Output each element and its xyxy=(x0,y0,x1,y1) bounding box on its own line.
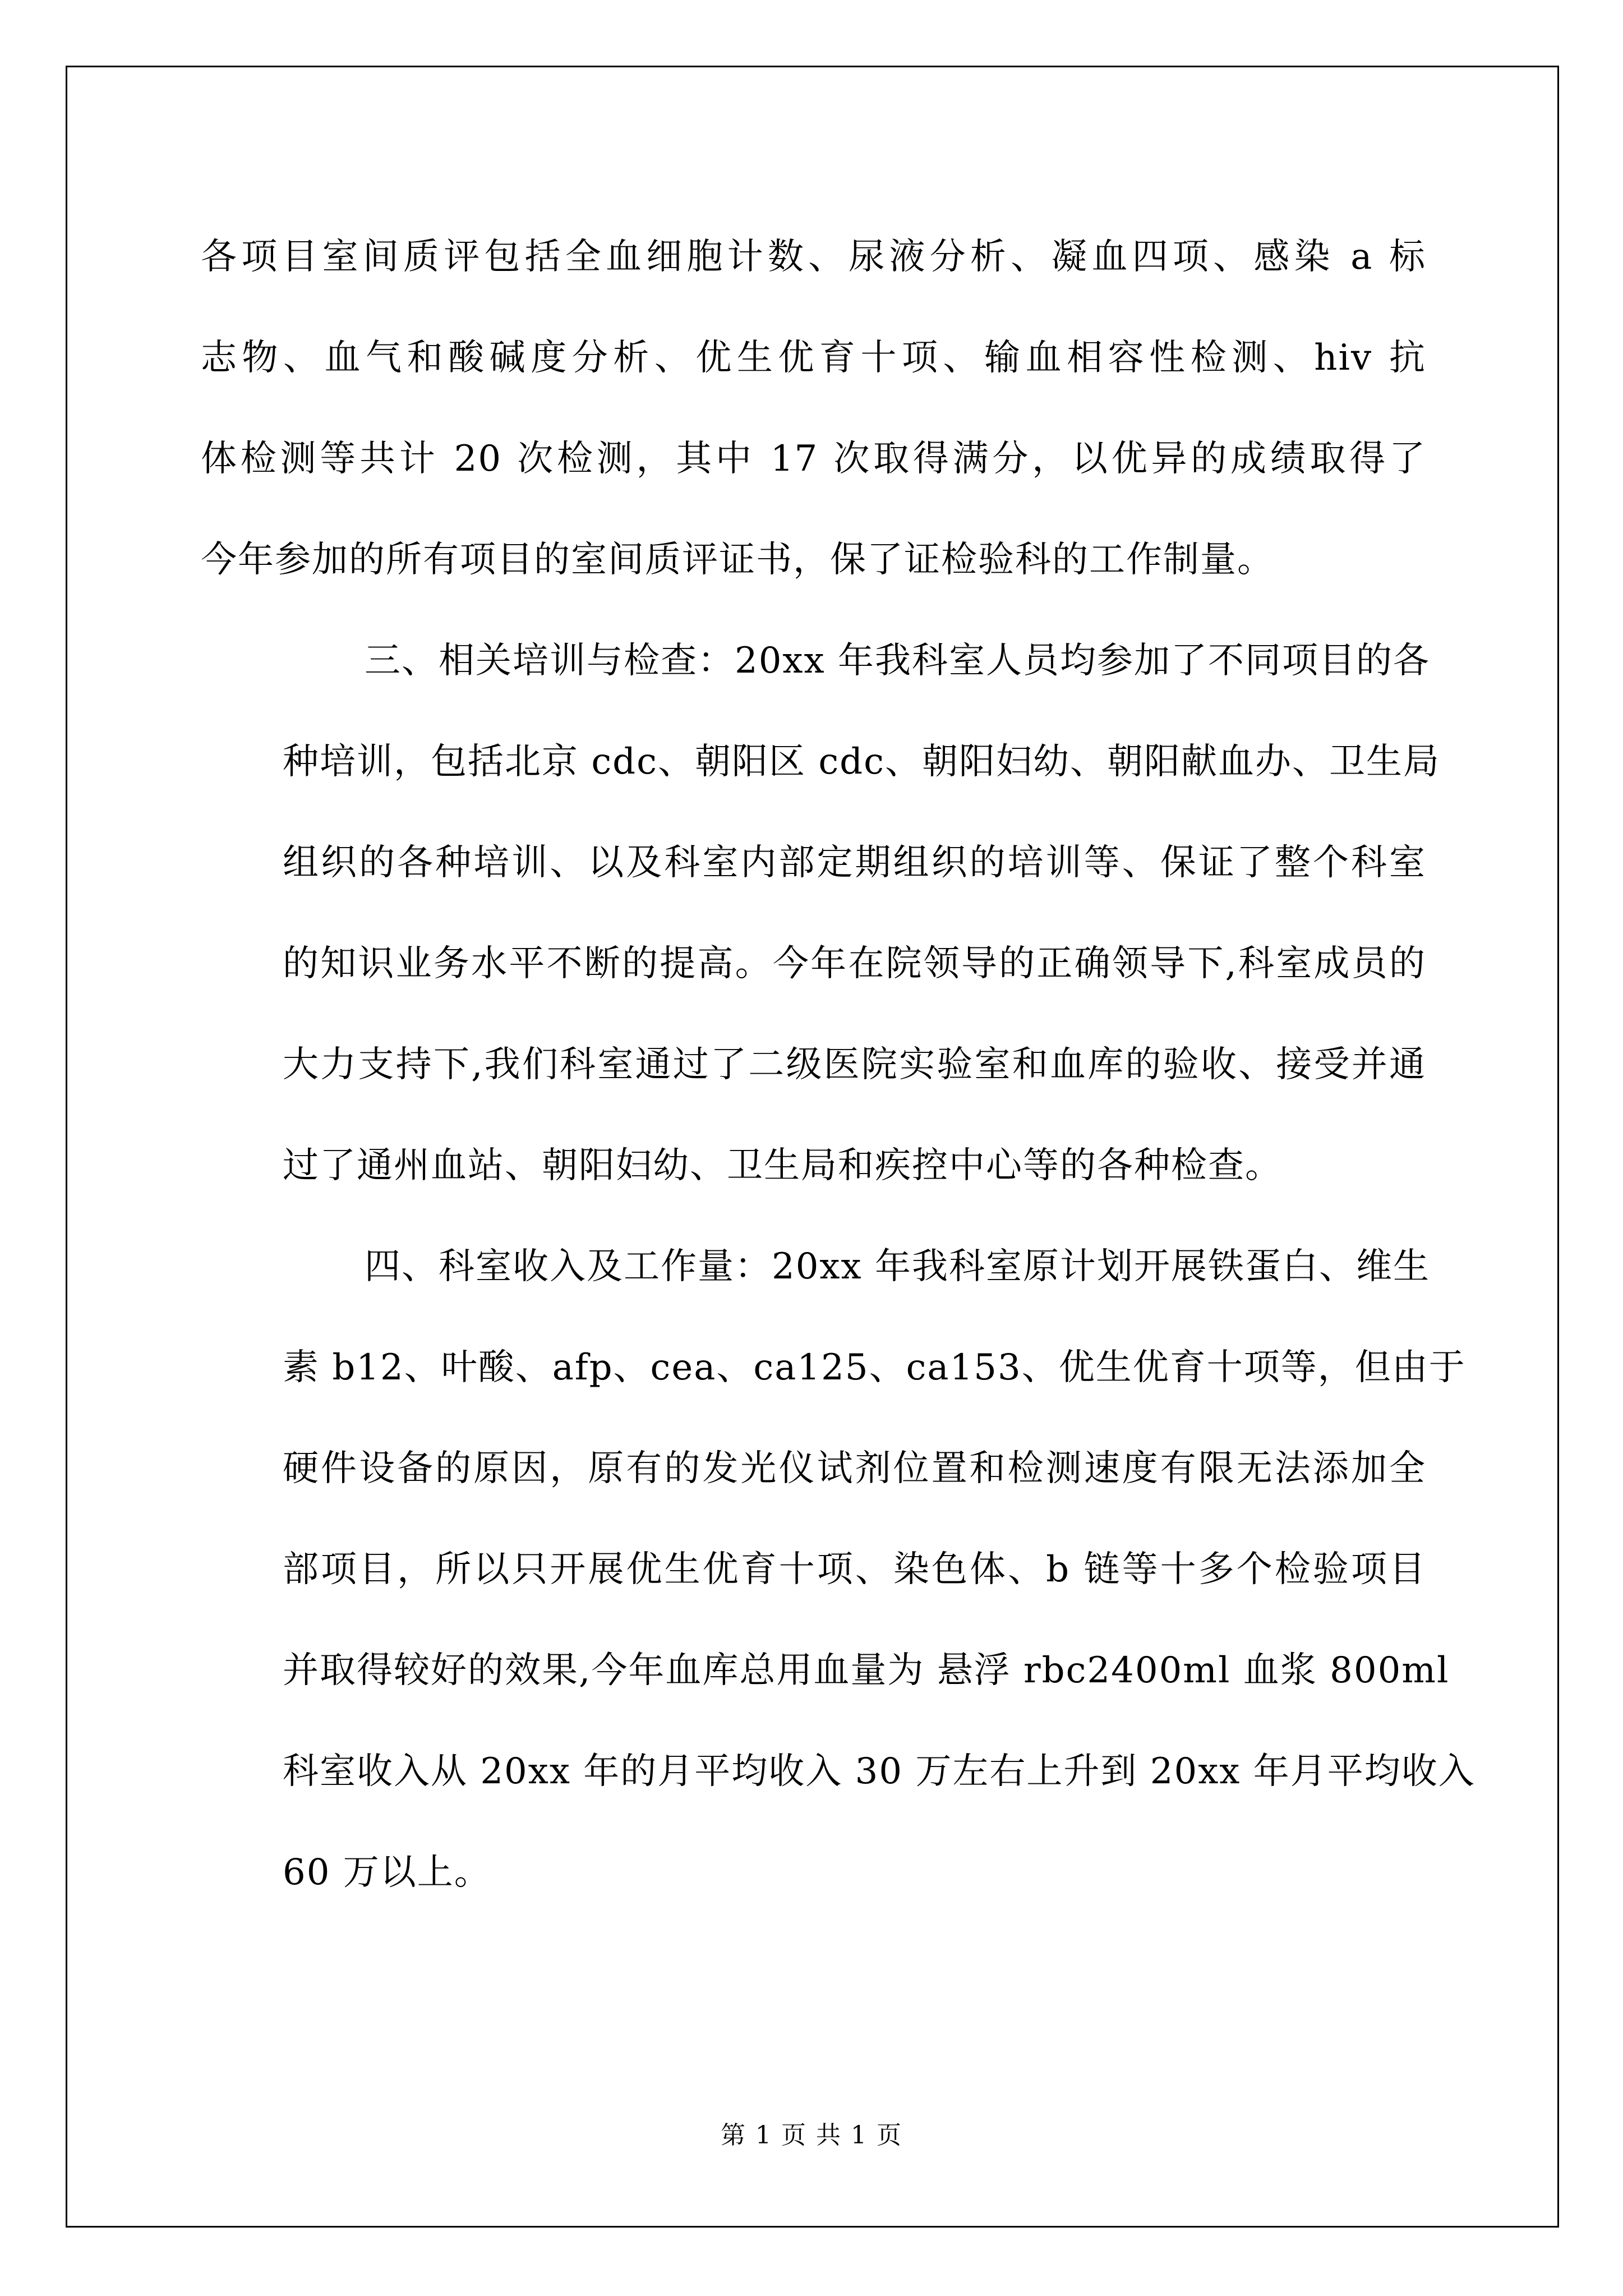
text-line: 体检测等共计 20 次检测，其中 17 次取得满分，以优异的成绩取得了 xyxy=(201,438,1426,480)
text-line: 四、科室收入及工作量：20xx 年我科室原计划开展铁蛋白、维生 xyxy=(365,1246,1430,1287)
page-number-footer: 第 1 页 共 1 页 xyxy=(721,2121,902,2150)
text-line: 志物、血气和酸碱度分析、优生优育十项、输血相容性检测、hiv 抗 xyxy=(201,337,1426,379)
text-line: 大力支持下,我们科室通过了二级医院实验室和血库的验收、接受并通 xyxy=(283,1044,1426,1085)
text-line: 素 b12、叶酸、afp、cea、ca125、ca153、优生优育十项等，但由于 xyxy=(283,1347,1466,1388)
text-line: 种培训，包括北京 cdc、朝阳区 cdc、朝阳妇幼、朝阳献血办、卫生局 xyxy=(283,741,1440,783)
text-line: 今年参加的所有项目的室间质评证书，保了证检验科的工作制量。 xyxy=(201,539,1274,581)
text-line: 三、相关培训与检查：20xx 年我科室人员均参加了不同项目的各 xyxy=(365,640,1430,682)
text-line: 的知识业务水平不断的提高。今年在院领导的正确领导下,科室成员的 xyxy=(283,943,1426,984)
text-line: 60 万以上。 xyxy=(283,1852,491,1893)
text-line: 各项目室间质评包括全血细胞计数、尿液分析、凝血四项、感染 a 标 xyxy=(201,236,1426,278)
text-line: 部项目，所以只开展优生优育十项、染色体、b 链等十多个检验项目 xyxy=(283,1549,1426,1590)
text-line: 过了通州血站、朝阳妇幼、卫生局和疾控中心等的各种检查。 xyxy=(283,1145,1282,1186)
text-line: 组织的各种培训、以及科室内部定期组织的培训等、保证了整个科室 xyxy=(283,842,1426,884)
text-line: 硬件设备的原因，原有的发光仪试剂位置和检测速度有限无法添加全 xyxy=(283,1448,1426,1489)
document-body xyxy=(201,206,1476,1923)
text-line: 并取得较好的效果,今年血库总用血量为 悬浮 rbc2400ml 血浆 800ml xyxy=(283,1650,1450,1691)
paragraph-2 xyxy=(201,610,1440,1216)
text-line: 科室收入从 20xx 年的月平均收入 30 万左右上升到 20xx 年月平均收入 xyxy=(283,1751,1476,1792)
paragraph-1 xyxy=(201,206,1426,610)
paragraph-3 xyxy=(201,1216,1476,1923)
